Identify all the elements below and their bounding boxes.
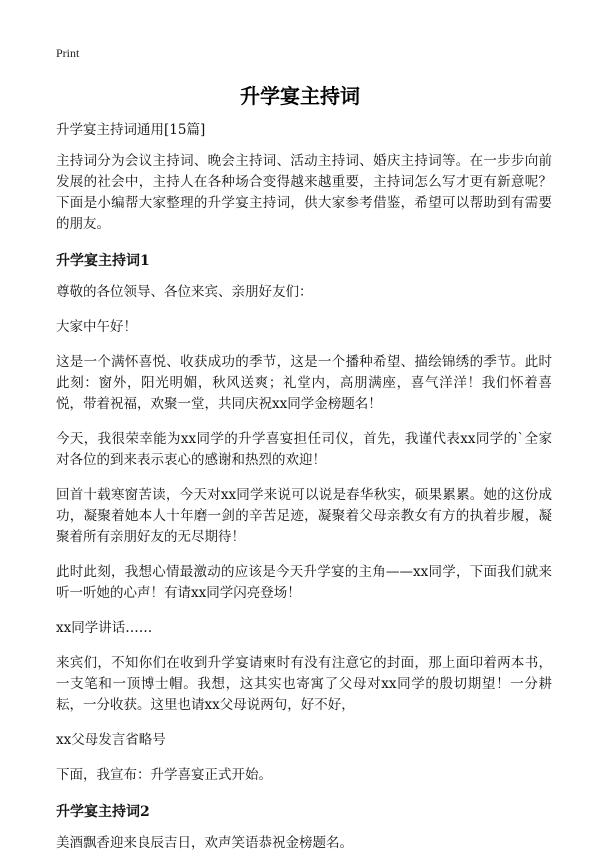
paragraph: xx父母发言省略号: [56, 732, 166, 748]
paragraph: 来宾们，不知你们在收到升学宴请柬时有没有注意它的封面，那上面印着两本书，一支笔和一顶博士帽。我想，这其实也寄寓了父母对xx同学的殷切期望！一分耕耘，一分收获。这里也请xx父母说两句，好不好，: [56, 655, 552, 713]
paragraph: 下面，我宣布：升学喜宴正式开始。: [56, 767, 272, 783]
document-subtitle: 升学宴主持词通用[15篇]: [56, 122, 206, 138]
paragraph: xx同学讲话……: [56, 620, 153, 636]
paragraph: 美酒飘香迎来良辰吉日，欢声笑语恭祝金榜题名。: [56, 835, 353, 851]
section-heading-2: 升学宴主持词2: [56, 804, 150, 820]
intro-paragraph: 主持词分为会议主持词、晚会主持词、活动主持词、婚庆主持词等。在一步步向前发展的社会中，主持人在各种场合变得越来越重要，主持词怎么写才更有新意呢？下面是小编帮大家整理的升学宴主持词，供大家参考借鉴，希望可以帮助到有需要的朋友。: [56, 153, 552, 232]
document-title: 升学宴主持词: [240, 84, 360, 108]
paragraph: 尊敬的各位领导、各位来宾、亲朋好友们：: [56, 284, 313, 300]
section-heading-1: 升学宴主持词1: [56, 253, 150, 269]
paragraph: 回首十载寒窗苦读，今天对xx同学来说可以说是春华秋实，硕果累累。她的这份成功，凝聚着她本人十年磨一剑的辛苦足迹，凝聚着父母亲教女有方的执着步履，凝聚着所有亲朋好友的无尽期待！: [56, 487, 552, 545]
paragraph: 此时此刻，我想心情最激动的应该是今天升学宴的主角——xx同学，下面我们就来听一听她的心声！有请xx同学闪亮登场！: [56, 564, 552, 601]
paragraph: 今天，我很荣幸能为xx同学的升学喜宴担任司仪，首先，我谨代表xx同学的`全家对各位的到来表示衷心的感谢和热烈的欢迎！: [56, 431, 552, 468]
document-body: [56, 120, 552, 854]
print-link[interactable]: Print: [56, 46, 80, 60]
paragraph: 这是一个满怀喜悦、收获成功的季节，这是一个播种希望、描绘锦绣的季节。此时此刻：窗外，阳光明媚，秋风送爽；礼堂内，高朋满座，喜气洋洋！我们怀着喜悦，带着祝福，欢聚一堂，共同庆祝xx同学金榜题名！: [56, 354, 552, 412]
paragraph: 大家中午好！: [56, 319, 137, 335]
